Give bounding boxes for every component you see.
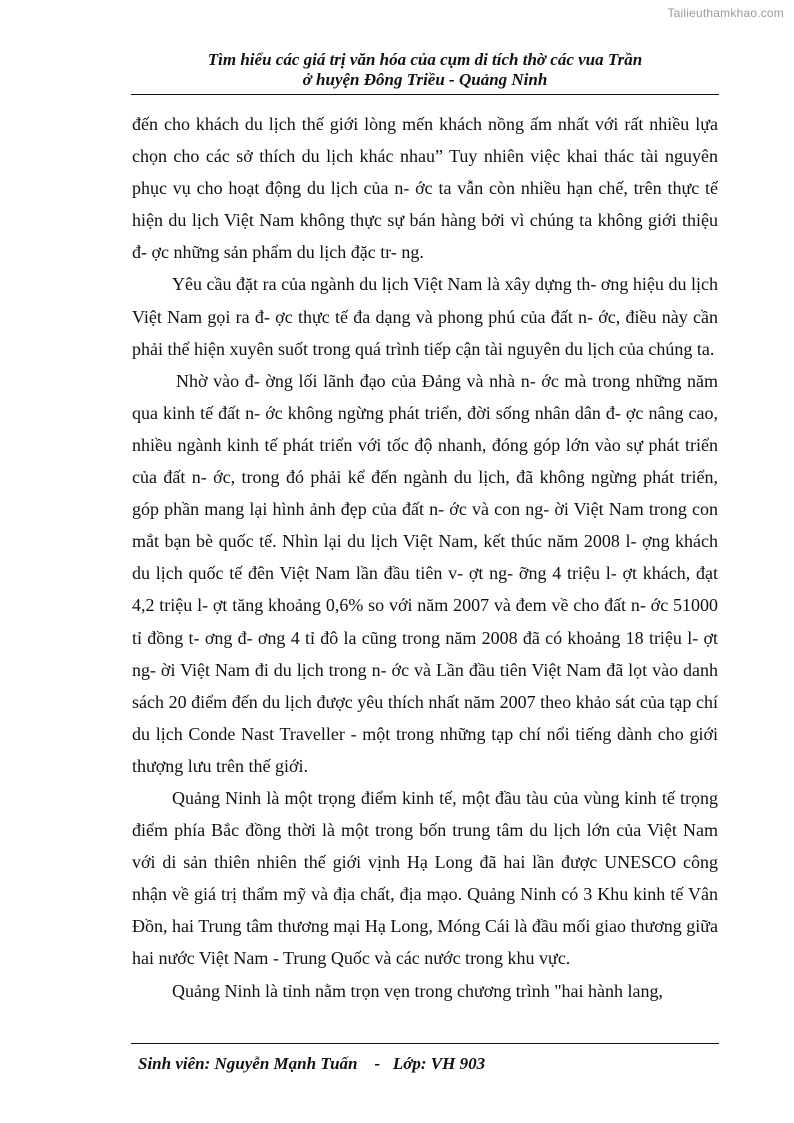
paragraph-tourism-brand: Yêu cầu đặt ra của ngành du lịch Việt Nam là xây dựng th- ơng hiệu du lịch Việt Nam gọi ra đ- ợc thực tế đa dạng và phong phú của đất n- ớc, điều này cần phải thể hiện xuyên suốt trong quá trình tiếp cận tài nguyên du lịch của chúng ta.	[132, 274, 718, 359]
footer-divider	[131, 1043, 719, 1044]
paragraph-economic-growth: Nhờ vào đ- ờng lối lãnh đạo của Đảng và nhà n- ớc mà trong những năm qua kinh tế đất n- ớc không ngừng phát triển, đời sống nhân dân đ- ợc nâng cao, nhiều ngành kinh tế phát triển với tốc độ nhanh, đóng góp lớn vào sự phát triển của đất n- ớc, trong đó phải kể đến ngành du lịch, đã không ngừng phát triển, góp phần mang lại hình ảnh đẹp của đất n- ớc và con ng- ời Việt Nam trong con mắt bạn bè quốc tế. Nhìn lại du lịch Việt Nam, kết thúc năm 2008 l- ợng khách du lịch quốc tế đên Việt Nam lần đầu tiên v- ợt ng- ỡng 4 triệu l- ợt khách, đạt 4,2 triệu l- ợt tăng khoảng 0,6% so với năm 2007 và đem về cho đất n- ớc 51000 tỉ đồng t- ơng đ- ơng 4 tỉ đô la cũng trong năm 2008 đã có khoảng 18 triệu l- ợt ng- ời Việt Nam đi du lịch trong n- ớc và Lần đầu tiên Việt Nam đã lọt vào danh sách 20 điểm đến du lịch được yêu thích nhất năm 2007 theo khảo sát của tạp chí du lịch Conde Nast Traveller - một trong những tạp chí nổi tiếng dành cho giới thượng lưu trên thế giới.	[132, 370, 718, 776]
header-title-line2: ở huyện Đông Triều - Quảng Ninh	[302, 70, 548, 89]
footer-student-info: Sinh viên: Nguyễn Mạnh Tuấn - Lớp: VH 903	[138, 1054, 486, 1073]
paragraph-continuation: đến cho khách du lịch thế giới lòng mến khách nồng ấm nhất với rất nhiều lựa chọn cho các sở thích du lịch khác nhau” Tuy nhiên việc khai thác tài nguyên phục vụ cho hoạt động du lịch của n- ớc ta vẫn còn nhiều hạn chế, trên thực tế hiện du lịch Việt Nam không thực sự bán hàng bởi vì chúng ta không giới thiệu đ- ợc những sản phẩm du lịch đặc tr- ng.	[132, 114, 718, 263]
watermark: Tailieuthamkhao.com	[667, 6, 784, 20]
paragraph-quang-ninh-corridor: Quảng Ninh là tỉnh nằm trọn vẹn trong chương trình "hai hành lang,	[172, 980, 664, 1001]
header-title-line1: Tìm hiểu các giá trị văn hóa của cụm di tích thờ các vua Trần	[207, 50, 643, 69]
document-body	[132, 108, 718, 1007]
page-header	[131, 50, 719, 90]
paragraph-quang-ninh-economy: Quảng Ninh là một trọng điểm kinh tế, một đầu tàu của vùng kinh tế trọng điểm phía Bắc đồng thời là một trong bốn trung tâm du lịch lớn của Việt Nam với di sản thiên nhiên thế giới vịnh Hạ Long đã hai lần được UNESCO công nhận về giá trị thẩm mỹ và địa chất, địa mạo. Quảng Ninh có 3 Khu kinh tế Vân Đồn, hai Trung tâm thương mại Hạ Long, Móng Cái là đầu mối giao thương giữa hai nước Việt Nam - Trung Quốc và các nước trong khu vực.	[132, 787, 718, 969]
header-divider	[131, 94, 719, 95]
